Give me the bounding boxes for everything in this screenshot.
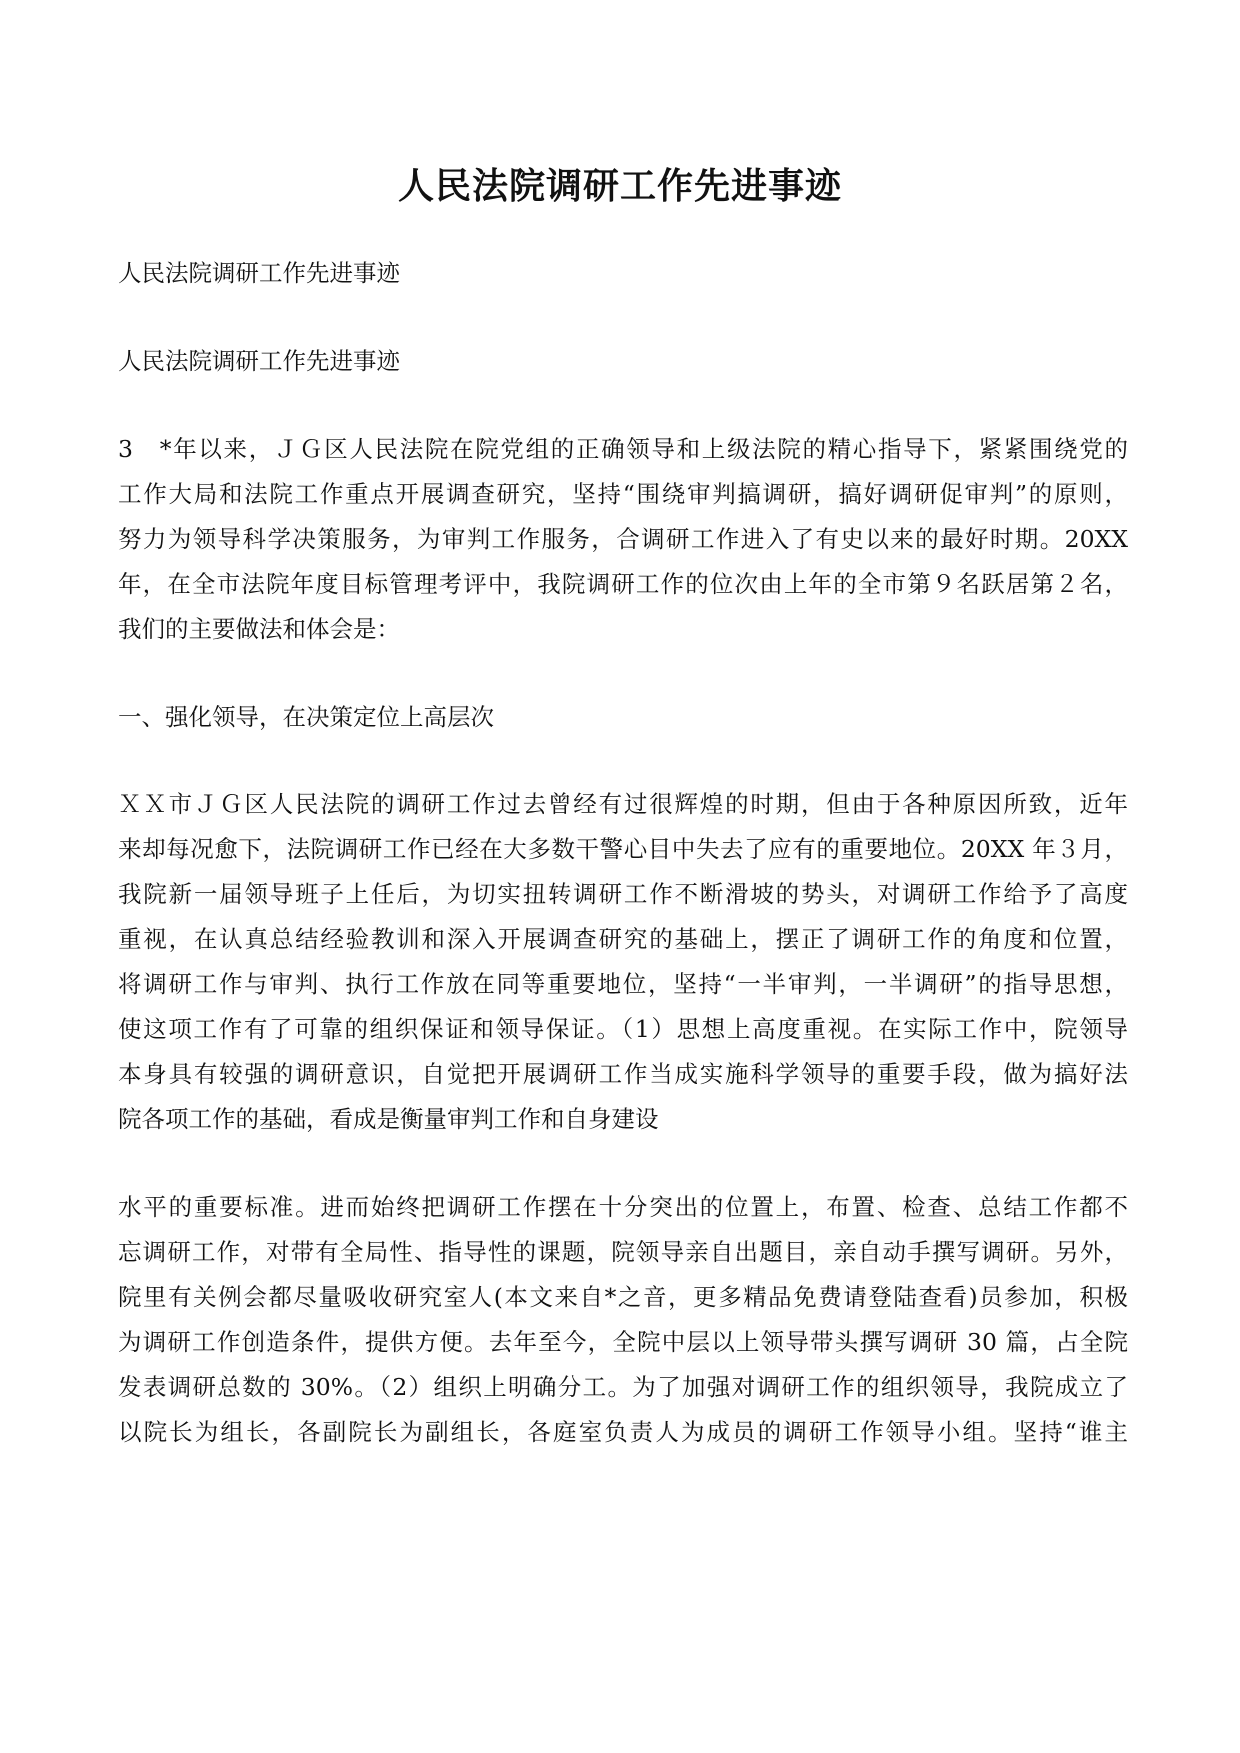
text-line: 我们的主要做法和体会是： [118,615,400,643]
section-heading: 一、强化领导，在决策定位上高层次 [118,703,494,731]
text-line: 为调研工作创造条件，提供方便。去年至今，全院中层以上领导带头撰写调研 30 篇，占全院 [118,1328,1128,1356]
text-line: 发表调研总数的 30%。（2）组织上明确分工。为了加强对调研工作的组织领导，我院成立了 [118,1373,1128,1401]
text-line: 工作大局和法院工作重点开展调查研究，坚持“围绕审判搞调研，搞好调研促审判”的原则， [118,480,1128,508]
text-line: 忘调研工作，对带有全局性、指导性的课题，院领导亲自出题目，亲自动手撰写调研。另外， [118,1238,1128,1266]
text-line: 重视，在认真总结经验教训和深入开展调查研究的基础上，摆正了调研工作的角度和位置， [118,925,1128,953]
text-line: 人民法院调研工作先进事迹 [118,259,400,287]
text-line: 努力为领导科学决策服务，为审判工作服务，合调研工作进入了有史以来的最好时期。20XX [118,525,1128,553]
text-line: 院各项工作的基础，看成是衡量审判工作和自身建设 [118,1105,659,1133]
text-line: 水平的重要标准。进而始终把调研工作摆在十分突出的位置上，布置、检查、总结工作都不 [118,1193,1128,1221]
text-line: 3 *年以来，ＪＧ区人民法院在院党组的正确领导和上级法院的精心指导下，紧紧围绕党的 [118,435,1128,463]
text-line: ＸＸ市ＪＧ区人民法院的调研工作过去曾经有过很辉煌的时期，但由于各种原因所致，近年 [118,790,1128,818]
text-line: 我院新一届领导班子上任后，为切实扭转调研工作不断滑坡的势头，对调研工作给予了高度 [118,880,1128,908]
text-line: 本身具有较强的调研意识，自觉把开展调研工作当成实施科学领导的重要手段，做为搞好法 [118,1060,1128,1088]
document-title: 人民法院调研工作先进事迹 [397,165,842,207]
text-line: 院里有关例会都尽量吸收研究室人(本文来自*之音，更多精品免费请登陆查看)员参加，积极 [118,1283,1128,1311]
text-line: 来却每况愈下，法院调研工作已经在大多数干警心目中失去了应有的重要地位。20XX 年３月， [118,835,1128,863]
text-line: 年，在全市法院年度目标管理考评中，我院调研工作的位次由上年的全市第９名跃居第２名， [118,570,1128,598]
text-line: 使这项工作有了可靠的组织保证和领导保证。（1）思想上高度重视。在实际工作中，院领导 [118,1015,1128,1043]
text-line: 将调研工作与审判、执行工作放在同等重要地位，坚持“一半审判，一半调研”的指导思想， [118,970,1128,998]
text-line: 人民法院调研工作先进事迹 [118,347,400,375]
text-line: 以院长为组长，各副院长为副组长，各庭室负责人为成员的调研工作领导小组。坚持“谁主 [118,1418,1128,1446]
